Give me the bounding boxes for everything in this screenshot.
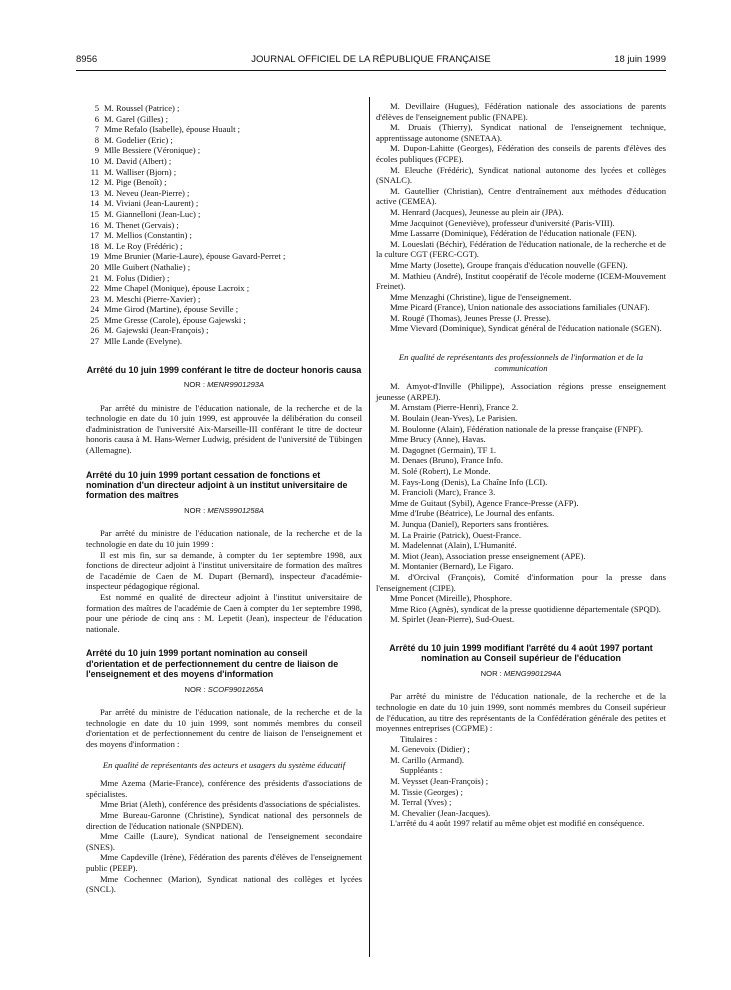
- member-list-item: [86, 325, 362, 336]
- arrete3-members-left: [86, 778, 362, 895]
- press-member: M. Montanier (Bernard), Le Figaro.: [390, 561, 514, 572]
- member-list-item: [86, 177, 362, 188]
- member-number: 25: [90, 314, 99, 325]
- arrete2-title: Arrêté du 10 juin 1999 portant cessation de fonctions et nomination d'un directeur adjoint à un institut universitaire de formation des maîtres: [86, 469, 348, 501]
- suppleant: M. Terral (Yves) ;: [390, 797, 452, 808]
- titulaire: M. Genevoix (Didier) ;: [390, 744, 470, 755]
- member-number: 23: [90, 293, 99, 304]
- suppleant: M. Chevalier (Jean-Jacques).: [390, 807, 491, 818]
- member-list-item: [86, 167, 362, 178]
- arrete2-para: Est nommé en qualité de directeur adjoint à l'institut universitaire de formation des maîtres de l'académie de Caen à compter du 1er septembre 1998, pour une période de cinq ans : M. Lepetit (Jean), inspecteur de l'éducation nationale.: [86, 592, 362, 634]
- arrete4-nor: NOR : MENG9901294A: [480, 668, 562, 678]
- member-name: M. Neveu (Jean-Pierre) ;: [104, 187, 190, 198]
- member-number: 24: [90, 304, 99, 315]
- member-number: 17: [90, 230, 99, 241]
- press-member: Mme Brucy (Anne), Havas.: [390, 434, 486, 445]
- suppleants-list: [376, 776, 666, 818]
- member-list-item: [86, 262, 362, 273]
- member-number: 19: [90, 251, 99, 262]
- member-number: 10: [90, 155, 99, 166]
- council-member: M. Devillaire (Hugues), Fédération nationale des associations de parents d'élèves de l'enseignement public (FNAPE).: [376, 101, 666, 122]
- member-list: [86, 103, 362, 347]
- titulaires-label: Titulaires :: [400, 733, 438, 744]
- press-member: M. Madelennat (Alain), L'Humanité.: [390, 540, 517, 551]
- press-member: M. Miot (Jean), Association presse enseignement (APE).: [390, 550, 586, 561]
- member-name: M. Godelier (Eric) ;: [104, 134, 173, 145]
- arrete1-nor: NOR : MENR9901293A: [183, 380, 265, 390]
- council-member: Mme Vievard (Dominique), Syndicat général de l'éducation nationale (SGEN).: [390, 323, 662, 334]
- member-name: M. Walliser (Bjorn) ;: [104, 166, 177, 177]
- member-list-item: [86, 304, 362, 315]
- press-member: M. Spirlet (Jean-Pierre), Sud-Ouest.: [390, 614, 515, 625]
- member-list-item: [86, 209, 362, 220]
- press-member: M. Amyot-d'Inville (Philippe), Association régions presse enseignement jeunesse (ARPEJ).: [376, 381, 666, 402]
- member-list-item: [86, 283, 362, 294]
- member-number: 20: [90, 261, 99, 272]
- page-number: 8956: [76, 54, 98, 65]
- member-number: 27: [90, 336, 99, 347]
- member-list-item: [86, 135, 362, 146]
- member-list-item: [86, 188, 362, 199]
- arrete3-title: Arrêté du 10 juin 1999 portant nomination au conseil d'orientation et de perfectionnement du centre de liaison de l'enseignement et des moyens d'information: [86, 648, 339, 680]
- member-list-item: [86, 336, 362, 347]
- member-name: M. Giannelloni (Jean-Luc) ;: [104, 208, 201, 219]
- member-number: 11: [90, 166, 99, 177]
- council-member: M. Druais (Thierry), Syndicat national de l'enseignement technique, apprentissage autonome (SNETAA).: [376, 122, 666, 143]
- press-member: M. Boulonne (Alain), Fédération nationale de la presse française (FNPF).: [390, 423, 643, 434]
- council-member: M. Eleuche (Frédéric), Syndicat national autonome des lycées et collèges (SNALC).: [376, 164, 666, 186]
- right-column: [376, 101, 666, 829]
- member-number: 5: [94, 103, 99, 113]
- council-member: M. Gautellier (Christian), Centre d'entraînement aux méthodes d'éducation active (CEMEA).: [376, 185, 666, 207]
- member-number: 14: [90, 198, 99, 209]
- suppleants-label: Suppléants :: [400, 765, 443, 776]
- arrete4-intro: Par arrêté du ministre de l'éducation nationale, de la recherche et de la technologie en date du 10 juin 1999, sont nommés membres du Conseil supérieur de l'éducation, au titre des représentants de la Confédération générale des petites et moyennes entreprises (CGPME) :: [376, 691, 666, 734]
- member-number: 9: [94, 145, 99, 156]
- member-number: 12: [90, 177, 99, 188]
- member-number: 6: [94, 113, 99, 124]
- arrete4-title: Arrêté du 10 juin 1999 modifiant l'arrêté du 4 août 1997 portant nomination au Conseil supérieur de l'éducation: [389, 642, 653, 664]
- member-list-item: [86, 156, 362, 167]
- member-number: 15: [90, 208, 99, 219]
- member-name: Mme Chapel (Monique), épouse Lacroix ;: [104, 283, 250, 294]
- member-name: Mme Brunier (Marie-Laure), épouse Gavard-Perret ;: [104, 251, 286, 262]
- arrete1-body: Par arrêté du ministre de l'éducation nationale, de la recherche et de la technologie en date du 10 juin 1999, est approuvée la délibération du conseil d'administration de l'université Aix-Marseille-III conférant le titre de docteur honoris causa à M. Hans-Werner Ludwig, président de l'université de Tübingen (Allemagne).: [86, 402, 362, 456]
- member-name: M. Meschi (Pierre-Xavier) ;: [104, 293, 201, 304]
- arrete2-para: Par arrêté du ministre de l'éducation nationale, de la recherche et de la technologie en date du 10 juin 1999 :: [86, 528, 362, 550]
- member-list-item: [86, 124, 362, 135]
- press-member: M. Fays-Long (Denis), La Chaîne Info (LCI).: [390, 476, 548, 487]
- press-member: Mme Poncet (Mireille), Phosphore.: [390, 593, 512, 604]
- member-list-item: [86, 103, 362, 114]
- member-name: M. Gajewski (Jean-François) ;: [104, 325, 209, 336]
- arrete3-section2-title: En qualité de représentants des professionnels de l'information et de la communication: [398, 352, 644, 373]
- press-member: M. Arnstam (Pierre-Henri), France 2.: [390, 402, 519, 413]
- council-member: Mme Briat (Aleth), conférence des présidents d'associations de spécialistes.: [100, 799, 361, 810]
- press-member: Mme d'Irube (Béatrice), Le Journal des enfants.: [390, 508, 555, 519]
- header-rule: [76, 70, 666, 71]
- member-number: 13: [90, 187, 99, 198]
- member-list-item: [86, 315, 362, 326]
- member-name: Mlle Guibert (Nathalie) ;: [104, 261, 191, 272]
- council-member: Mme Jacquinot (Geneviève), professeur d'université (Paris-VIII).: [390, 217, 615, 228]
- council-member: Mme Azema (Marie-France), conférence des présidents d'associations de spécialistes.: [86, 778, 362, 799]
- member-name: M. Pige (Benoît) ;: [104, 177, 167, 188]
- council-member: Mme Cochennec (Marion), Syndicat national des collèges et lycées (SNCL).: [86, 873, 362, 895]
- member-list-item: [86, 220, 362, 231]
- member-list-item: [86, 241, 362, 252]
- council-member: Mme Capdeville (Irène), Fédération des parents d'élèves de l'enseignement public (PEEP).: [86, 852, 362, 873]
- arrete3-nor: NOR : SCOF9901265A: [184, 684, 264, 694]
- council-member: M. Dupon-Lahitte (Georges), Fédération des conseils de parents d'élèves des écoles publiques (FCPE).: [376, 143, 666, 164]
- member-number: 7: [94, 124, 99, 135]
- council-member: M. Henrard (Jacques), Jeunesse au plein air (JPA).: [390, 206, 564, 217]
- council-member: Mme Lassarre (Dominique), Fédération de l'éducation nationale (FEN).: [390, 228, 637, 239]
- suppleant: M. Tissie (Georges) ;: [390, 786, 463, 797]
- member-name: Mlle Bessiere (Véronique) ;: [104, 145, 201, 156]
- press-member: M. Francioli (Marc), France 3.: [390, 487, 496, 498]
- left-column: [86, 103, 362, 895]
- member-name: Mlle Lande (Evelyne).: [104, 336, 183, 347]
- press-member: Mme Rico (Agnès), syndicat de la presse quotidienne départementale (SPQD).: [390, 603, 661, 614]
- member-name: Mme Girod (Martine), épouse Seville ;: [104, 304, 239, 315]
- council-member: Mme Menzaghi (Christine), ligue de l'enseignement.: [390, 291, 572, 302]
- member-list-item: [86, 294, 362, 305]
- member-name: M. Garel (Gilles) ;: [104, 113, 168, 124]
- member-name: M. David (Albert) ;: [104, 155, 172, 166]
- press-member: Mme de Guitaut (Sybil), Agence France-Presse (AFP).: [390, 497, 579, 508]
- member-list-item: [86, 145, 362, 156]
- press-member: M. Junqua (Daniel), Reporters sans frontières.: [390, 518, 549, 529]
- column-divider: [369, 97, 370, 957]
- member-number: 16: [90, 219, 99, 230]
- arrete3-intro: Par arrêté du ministre de l'éducation nationale, de la recherche et de la technologie en date du 10 juin 1999, sont nommés membres du conseil d'orientation et de perfectionnement du centre de liaison de l'enseignement et des moyens d'information :: [86, 707, 362, 749]
- council-member: Mme Bureau-Garonne (Christine), Syndicat national des personnels de direction de l'éducation nationale (SNPDEN).: [86, 809, 362, 831]
- arrete1-title: Arrêté du 10 juin 1999 conférant le titre de docteur honoris causa: [86, 364, 362, 375]
- press-member: M. Denaes (Bruno), France Info.: [390, 455, 503, 466]
- council-member: M. Loueslati (Béchir), Fédération de l'éducation nationale, de la recherche et de la culture CGT (FERC-CGT).: [376, 238, 666, 260]
- member-name: Mme Gresse (Carole), épouse Gajewski ;: [104, 314, 246, 325]
- arrete2-para: Il est mis fin, sur sa demande, à compter du 1er septembre 1998, aux fonctions de directeur adjoint à l'institut universitaire de formation des maîtres de l'académie de Caen de M. Dupart (Bernard), inspecteur d'académie-inspecteur pédagogique régional.: [86, 549, 362, 592]
- member-name: Mme Refalo (Isabelle), épouse Huault ;: [104, 124, 241, 135]
- member-name: M. Folus (Didier) ;: [104, 272, 170, 283]
- arrete3-members-right: [376, 101, 666, 334]
- journal-title: JOURNAL OFFICIEL DE LA RÉPUBLIQUE FRANÇAISE: [251, 54, 491, 65]
- member-name: M. Thenet (Gervais) ;: [104, 219, 179, 230]
- member-list-item: [86, 251, 362, 262]
- arrete3-members-press: [376, 381, 666, 625]
- suppleant: M. Veysset (Jean-François) ;: [390, 776, 489, 787]
- member-number: 21: [90, 272, 99, 283]
- member-name: M. Roussel (Patrice) ;: [104, 103, 180, 113]
- council-member: Mme Marty (Josette), Groupe français d'éducation nouvelle (GFEN).: [390, 259, 628, 270]
- member-number: 26: [90, 325, 99, 336]
- page-header: [76, 54, 666, 68]
- issue-date: 18 juin 1999: [614, 54, 666, 65]
- arrete2-nor: NOR : MENS9901258A: [184, 505, 264, 515]
- press-member: M. La Prairie (Patrick), Ouest-France.: [390, 529, 522, 540]
- titulaire: M. Carillo (Armand).: [390, 754, 464, 765]
- member-number: 8: [94, 134, 99, 145]
- press-member: M. Dagognet (Germain), TF 1.: [390, 444, 497, 455]
- council-member: M. Rougé (Thomas), Jeunes Presse (J. Presse).: [390, 312, 551, 323]
- titulaires-list: [376, 744, 666, 765]
- member-name: M. Viviani (Jean-Laurent) ;: [104, 198, 199, 209]
- member-list-item: [86, 230, 362, 241]
- press-member: M. Boulain (Jean-Yves), Le Parisien.: [390, 413, 518, 424]
- member-list-item: [86, 114, 362, 125]
- member-list-item: [86, 198, 362, 209]
- member-number: 22: [90, 283, 99, 294]
- arrete3-section-title: En qualité de représentants des acteurs et usagers du système éducatif: [102, 759, 346, 770]
- press-member: M. Solé (Robert), Le Monde.: [390, 466, 491, 476]
- member-list-item: [86, 273, 362, 284]
- member-name: M. Le Roy (Frédéric) ;: [104, 240, 183, 251]
- press-member: M. d'Orcival (François), Comité d'information pour la presse dans l'enseignement (CIPE).: [376, 571, 666, 593]
- council-member: Mme Caille (Laure), Syndicat national de l'enseignement secondaire (SNES).: [86, 831, 362, 852]
- member-name: M. Mellios (Constantin) ;: [104, 230, 192, 241]
- council-member: Mme Picard (France), Union nationale des associations familiales (UNAF).: [390, 302, 650, 313]
- council-member: M. Mathieu (André), Institut coopératif de l'école moderne (ICEM-Mouvement Freinet).: [376, 270, 666, 292]
- member-number: 18: [90, 240, 99, 251]
- arrete4-closing: L'arrêté du 4 août 1997 relatif au même objet est modifié en conséquence.: [390, 818, 645, 829]
